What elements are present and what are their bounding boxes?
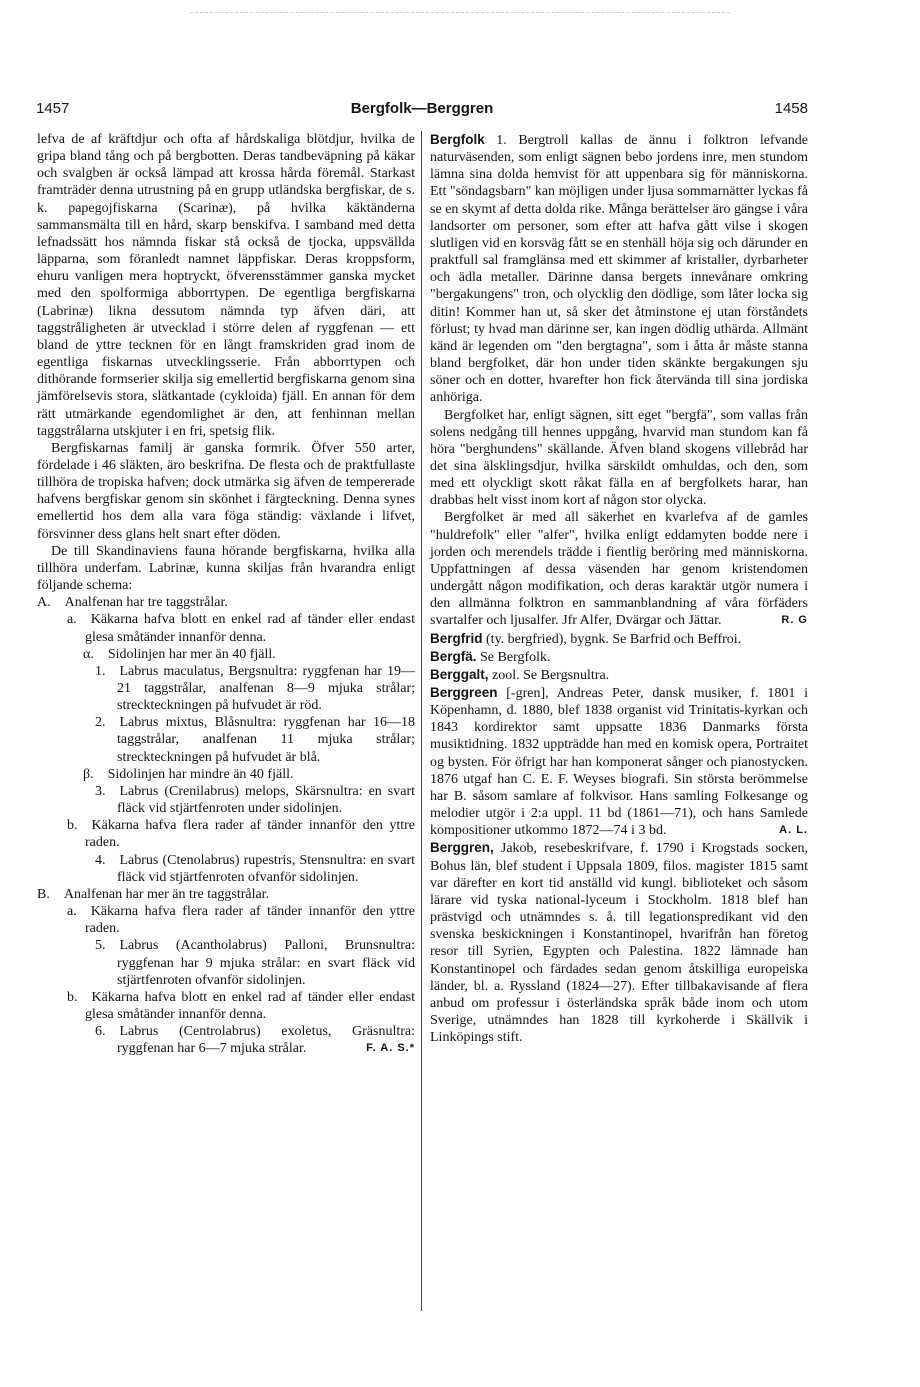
entry-bergfa	[430, 648, 808, 666]
entry-headword: Bergfolk	[430, 132, 485, 147]
schema-line: a. Käkarna hafva blott en enkel rad af tänder eller endast glesa småtänder innanför denna.	[67, 612, 415, 645]
schema-intro-paragraph: De till Skandinaviens fauna hörande bergfiskarna, hvilka alla tillhöra underfam. Labrinæ, kunna skiljas från hvarandra enligt följande schema:	[37, 543, 415, 594]
schema-line: α. Sidolinjen har mer än 40 fjäll.	[83, 646, 276, 662]
schema-line: β. Sidolinjen har mindre än 40 fjäll.	[83, 766, 294, 782]
schema-line: B. Analfenan har mer än tre taggstrålar.	[37, 886, 270, 902]
entry-headword: Berggreen	[430, 685, 498, 700]
entry-text: [-gren], Andreas Peter, dansk musiker, f. 1801 i Köpenhamn, d. 1880, blef 1838 organist vid Trinitatis-kyrkan och 1843 kordirektor samt uppsatte 1836 Danmarks första musiktidning. 1832 uppträdde han med en komisk opera, Portraitet og bysten. För öfrigt har han komponerat sånger och pianostycken. 1876 utgaf han C. E. F. Weyses biografi. Sin största berömmelse har B. såsom samlare af folkvisor. Hans samling Folkesange og melodier utgör i 2:a uppl. 11 bd (1861—71), och hans Samlede kompositioner utkommo 1872—74 i 3 bd.	[430, 686, 809, 839]
entry-berggalt	[430, 666, 808, 684]
left-page-number: 1457	[36, 100, 70, 117]
page-header	[36, 100, 808, 122]
column-divider	[421, 131, 422, 1311]
entry-bergfolk	[430, 131, 808, 407]
right-page-number: 1458	[774, 100, 808, 117]
entry-text: (ty. bergfried), bygnk. Se Barfrid och Beffroi.	[486, 631, 742, 647]
schema-line: a. Käkarna hafva flera rader af tänder innanför den yttre raden.	[67, 904, 415, 937]
classification-schema	[37, 594, 415, 1057]
entry-berggren	[430, 839, 808, 1046]
schema-line-text: 6. Labrus (Centrolabrus) exoletus, Gräsnultra: ryggfenan har 6—7 mjuka strålar.	[95, 1024, 415, 1057]
entry-headword: Bergfä.	[430, 648, 477, 664]
entry-text: Se Bergfolk.	[480, 649, 551, 665]
author-signature: A. L.	[779, 824, 808, 837]
entry-paragraph: Bergfolket har, enligt sägnen, sitt eget "bergfä", som vallas från solens nedgång till hennes uppgång, hvarvid man stundom kan få höra "berghundens" skällande. Äfven bland skogens villebråd har det sina älsklingsdjur, hvilka särskildt omhuldas, och den, som med ett olyckligt skott råkat fälla en af bergfolkets harar, han drabbas helt visst inom kort af någon stor olycka.	[430, 407, 808, 509]
entry-headword: Berggalt,	[430, 666, 489, 682]
entry-bergfrid	[430, 630, 808, 648]
schema-line: b. Käkarna hafva blott en enkel rad af tänder eller endast glesa småtänder innanför denna.	[67, 989, 415, 1022]
schema-line: 3. Labrus (Crenilabrus) melops, Skärsnultra: en svart fläck vid stjärtfenroten under sidolinjen.	[95, 783, 415, 817]
scan-edge-line	[190, 12, 730, 13]
schema-line: 1. Labrus maculatus, Bergsnultra: ryggfenan har 19—21 taggstrålar, analfenan 8—9 mjuka strålar; streckteckningen på hufvudet är röd.	[95, 663, 415, 714]
entry-text: zool. Se Bergsnultra.	[492, 667, 610, 683]
entry-paragraph	[430, 509, 808, 629]
family-paragraph: Bergfiskarnas familj är ganska formrik. Öfver 550 arter, fördelade i 46 släkten, äro beskrifna. De flesta och de praktfullaste tillhöra de tropiska hafven; dock utmärka sig äfven de tempererade hafvens bergfiskar genom sin skönhet i färgteckning. Denna synes emellertid hos dem alla vara föga ständig: växlande i lifvet, försvinner dess glans helt snart efter döden.	[37, 440, 415, 542]
entry-headword: Bergfrid	[430, 630, 483, 646]
schema-line: 4. Labrus (Ctenolabrus) rupestris, Stensnultra: en svart fläck vid stjärtfenroten ofvanför sidolinjen.	[95, 852, 415, 885]
schema-line: b. Käkarna hafva flera rader af tänder innanför den yttre raden.	[67, 818, 415, 851]
right-column	[430, 131, 808, 1046]
author-signature: R. G	[781, 614, 808, 627]
intro-paragraph: lefva de af kräftdjur och ofta af hårdskaliga blötdjur, hvilka de gripa bland tång och på bergbotten. Deras tandbeväpning på käkar och svalgben är också lämpad att krossa hårda föremål. Starkast framträder denna utrustning på en grupp utländska bergfiskar, de s. k. papegojfiskarna (Scarinæ), på hvilka käktänderna sammansmälta till en hård, skarp benskifva. I samband med detta lefnadssätt hos nämnda fiskar stå också de tjocka, uppsvällda läpparna, som föranledt namnet läppfiskar. Deras kroppsform, ehuru vanligen mera hoptryckt, öfverensstämmer ganska mycket med den spolformiga abborrtypen. De egentliga bergfiskarna (Labrinæ) likna dessutom nämnda typ äfven däri, att taggstråligheten är utvecklad i större delen af ryggfenan — ett bland de yttre tecknen för en långt framskriden grad inom de egentliga fiskarnas utvecklingsserie. Från abborrtypen och dithörande formserier skilja sig emellertid bergfiskarna genom sina jämförelsevis stora, slätkantade (cykloida) fjäll. En annan för dem rätt utmärkande egendomlighet är den, att fenhinnan mellan taggstrålarna utskjuter i en fri, spetsig flik.	[37, 132, 415, 439]
entry-text: 1. Bergtroll kallas de ännu i folktron lefvande naturväsenden, som enligt sägnen bebo jordens inre, men stundom lämna sina dolda hemvist för att uppenbara sig för människorna. Ett "söndagsbarn" kan möjligen under ljusa sommarnätter lyckas få se en skymt af detta dolda rike. Många berättelser äro gängse i våra landsorter om personer, som efter att hafva gått vilse i skogen slutligen vid en korsväg fått se en stenhäll höja sig och därunder en praktfull sal framglänsa med ett skimmer af kristaller, dyrbarheter och ädla metaller. Därinne dansa bergets innevånare omkring "bergakungens" tron, och olycklig den dödlige, som låter locka sig ditin! Kommer han ut, så sker det åtminstone ej utan förståndets förlust; ty hvad man därinne ser, kan ingen dödlig uthärda. Allmänt känd är legenden om "den bergtagna", som i åtta år måste stanna bland bergfolket, där hon under tiden skänkte bergakungen sju söner och en dotter, hvarefter hon fick återvända till sina jordiska anhöriga.	[430, 133, 809, 406]
entry-text: Bergfolket är med all säkerhet en kvarlefva af de gamles "huldrefolk" eller "alfer", hvilka enligt eddamyten bodde nere i jorden och merendels trädde i fientlig beröring med människorna. Uppfattningen af dessa väsenden har genom kristendomen undergått någon modifikation, och deras karaktär utgör numera i den allmänna folktron en sammanblandning af våra förfäders svartalfer och ljusalfer. Jfr Alfer, Dvärgar och Jättar.	[430, 510, 808, 629]
author-signature: F. A. S.*	[366, 1042, 415, 1055]
schema-line: A. Analfenan har tre taggstrålar.	[37, 595, 228, 611]
schema-line	[37, 1023, 415, 1057]
entry-headword: Berggren,	[430, 840, 494, 856]
left-column	[37, 131, 415, 1057]
schema-line: 5. Labrus (Acantholabrus) Palloni, Brunsnultra: ryggfenan har 9 mjuka strålar: en svart fläck vid stjärtfenroten ofvanför sidolinjen.	[95, 938, 415, 988]
schema-line: 2. Labrus mixtus, Blåsnultra: ryggfenan har 16—18 taggstrålar, analfenan 11 mjuka strålar; streckteckningen på hufvudet är blå.	[95, 715, 415, 765]
entry-text: Jakob, resebeskrifvare, f. 1790 i Krogstads socken, Bohus län, blef student i Uppsala 1809, filos. magister 1815 samt var därefter en kort tid anställd vid kungl. biblioteket och såsom lärare vid tyska national-lyceum i Stockholm. 1818 blef han prästvigd och utnämndes s. å. till legationspredikant vid den svenska beskickningen i Konstantinopel, hvarifrån han företog resor till Syrien, Egypten och Palestina. 1822 lämnade han Konstantinopel och färdades sedan genom åtskilliga europeiska länder, bl. a. Ryssland (1824—27). Efter tillbakavisande af flera anbud om professur i österländska språk både inom och utom Sverige, utnämndes han 1828 till kyrkoherde i Skällvik i Linköpings stift.	[430, 841, 808, 1046]
entry-berggreen	[430, 684, 808, 839]
running-title: Bergfolk—Berggren	[350, 100, 494, 117]
